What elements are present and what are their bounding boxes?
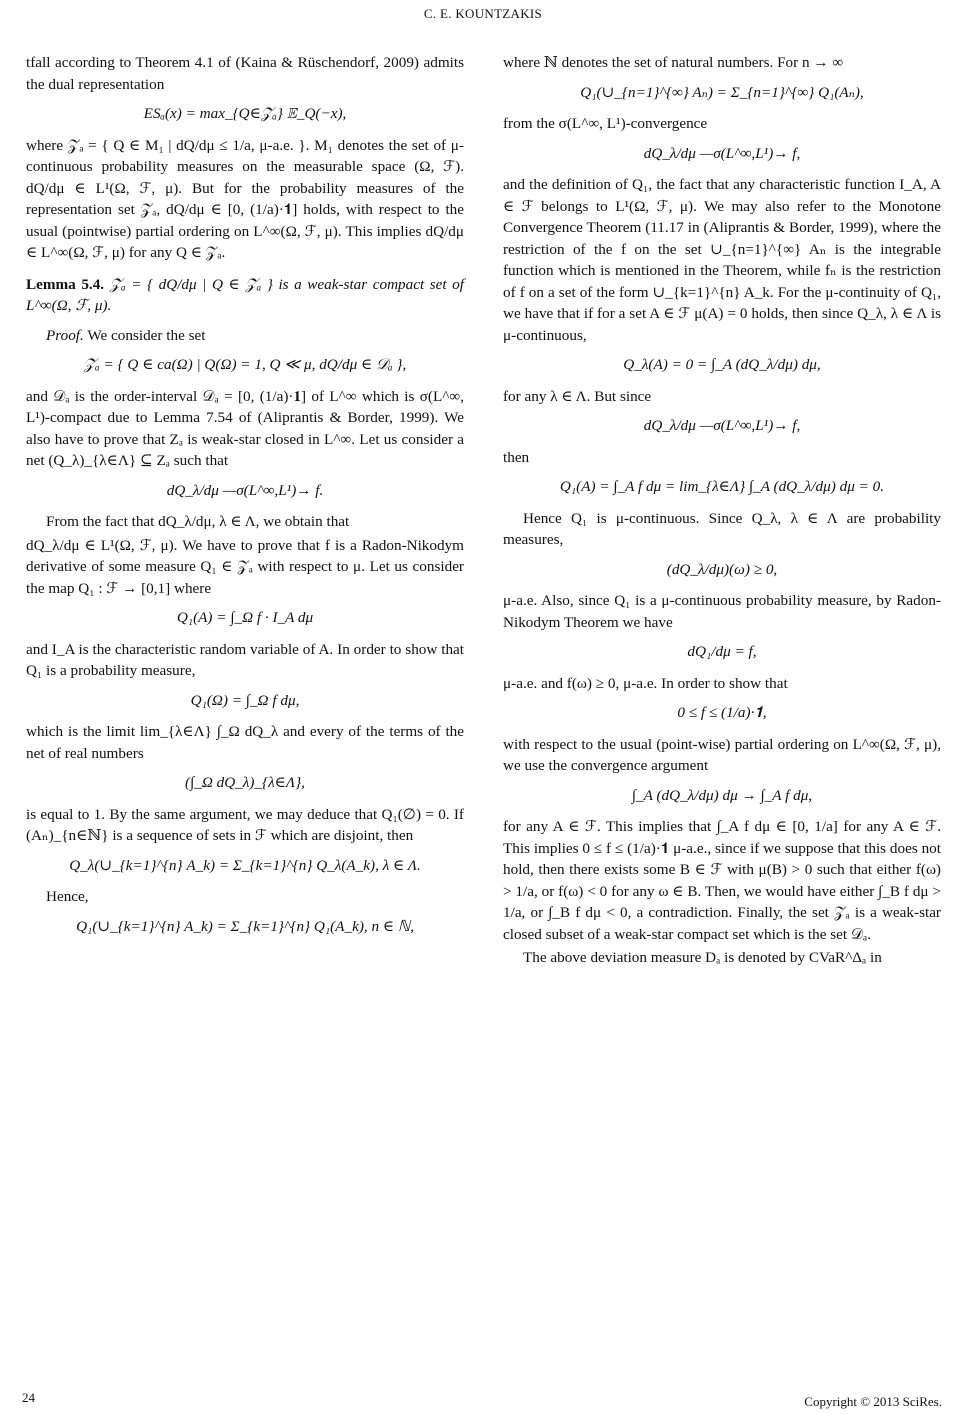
equation: Q_λ(∪_{k=1}^{n} A_k) = Σ_{k=1}^{n} Q_λ(A_k), λ ∈ Λ. [69, 856, 421, 874]
equation: Q₁(A) = ∫_Ω f · I_A dμ [176, 609, 314, 626]
equation: Q₁(∪_{n=1}^{∞} Aₙ) = Σ_{n=1}^{∞} Q₁(Aₙ), [580, 83, 864, 101]
equation: (∫_Ω dQ_λ)_{λ∈Λ}, [185, 774, 305, 791]
equation: dQ_λ/dμ —σ(L^∞,L¹)→ f, [643, 144, 801, 162]
proof-start [26, 325, 464, 347]
paragraph: dQ_λ/dμ ∈ L¹(Ω, ℱ, μ). We have to prove that f is a Radon-Nikodym derivative of some measure Q₁ ∈ 𝒵ₐ with respect to μ. Let us consider the map Q₁ : ℱ → [0,1] where [26, 536, 464, 597]
paragraph: then [503, 448, 530, 466]
paragraph: From the fact that dQ_λ/dμ, λ ∈ Λ, we obtain that [46, 513, 350, 530]
paragraph: and 𝒟ₐ is the order-interval 𝒟ₐ = [0, (1/a)·𝟏] of L^∞ which is σ(L^∞, L¹)-compact due to Lemma 7.54 of (Aliprantis & Border, 1999). We also have to prove that Zₐ is weak-star closed in L^∞. Let us consider a net (Q_λ)_{λ∈Λ} ⊆ Zₐ such that [26, 387, 464, 469]
paragraph: and I_A is the characteristic random variable of A. In order to show that Q₁ is a probability measure, [26, 640, 464, 679]
proof-label: Proof. [46, 326, 84, 344]
copyright-notice: Copyright © 2013 SciRes. [804, 1394, 942, 1409]
equation: (dQ_λ/dμ)(ω) ≥ 0, [666, 560, 778, 578]
left-column [26, 52, 464, 947]
equation: Q₁(A) = ∫_A f dμ = lim_{λ∈Λ} ∫_A (dQ_λ/dμ) dμ = 0. [559, 478, 885, 495]
equation: dQ₁/dμ = f, [687, 643, 757, 660]
paragraph: where 𝒵ₐ = { Q ∈ M₁ | dQ/dμ ≤ 1/a, μ-a.e. }. M₁ denotes the set of μ-continuous probability measures on the measurable space (Ω, ℱ). dQ/dμ ∈ L¹(Ω, ℱ, μ). But for the probability measures of the representation set 𝒵ₐ, dQ/dμ ∈ [0, (1/a)·𝟏] holds, with respect to the usual (pointwise) partial ordering on L^∞(Ω, ℱ, μ). This implies dQ/dμ ∈ L^∞(Ω, ℱ, μ) for any Q ∈ 𝒵ₐ. [26, 136, 464, 261]
right-column [503, 52, 941, 971]
equation: ESₐ(x) = max_{Q∈𝒵ₐ} 𝔼_Q(−x), [143, 105, 347, 122]
paragraph: which is the limit lim_{λ∈Λ} ∫_Ω dQ_λ and every of the terms of the net of real numbers [26, 723, 464, 762]
paragraph: with respect to the usual (point-wise) partial ordering on L^∞(Ω, ℱ, μ), we use the convergence argument [503, 735, 941, 774]
equation: Q_λ(A) = 0 = ∫_A (dQ_λ/dμ) dμ, [623, 356, 821, 373]
lemma-text: 𝒵ₐ = { dQ/dμ | Q ∈ 𝒵ₐ } is a weak-star compact set of L^∞(Ω, ℱ, μ). [26, 275, 464, 314]
lemma-label: Lemma 5.4. [26, 275, 105, 293]
running-header: C. E. KOUNTZAKIS [423, 6, 543, 21]
paragraph: where ℕ denotes the set of natural numbers. For n → ∞ [503, 54, 844, 71]
equation: 0 ≤ f ≤ (1/a)·𝟏, [677, 704, 767, 721]
equation: 𝒵ₐ = { Q ∈ ca(Ω) | Q(Ω) = 1, Q ≪ μ, dQ/dμ ∈ 𝒟ₐ }, [83, 356, 407, 373]
paragraph: tfall according to Theorem 4.1 of (Kaina & Rüschendorf, 2009) admits the dual representation [26, 54, 464, 93]
paragraph: is equal to 1. By the same argument, we may deduce that Q₁(∅) = 0. If (Aₙ)_{n∈ℕ} is a sequence of sets in ℱ which are disjoint, then [26, 805, 464, 844]
equation: dQ_λ/dμ —σ(L^∞,L¹)→ f. [166, 481, 324, 499]
paragraph: Hence Q₁ is μ-continuous. Since Q_λ, λ ∈ Λ are probability measures, [503, 509, 941, 548]
equation: Q₁(Ω) = ∫_Ω f dμ, [190, 691, 300, 709]
paragraph: and the definition of Q₁, the fact that any characteristic function I_A, A ∈ ℱ belongs to L¹(Ω, ℱ, μ). We may also refer to the Monotone Convergence Theorem (11.17 in (Aliprantis & Border, 1999), where the restriction of the f on the set ∪_{n=1}^{∞} Aₙ is the integrable function which is mentioned in the Theorem, while fₙ is the restriction of f on a set of the form ∪_{k=1}^{n} A_k. For the μ-continuity of Q₁, we have that if for a set A ∈ ℱ μ(A) = 0 holds, then since Q_λ, λ ∈ Λ is μ-continuous, [503, 176, 941, 344]
paragraph: Hence, [46, 888, 89, 905]
lemma-statement [26, 274, 464, 317]
paragraph: for any λ ∈ Λ. But since [503, 387, 652, 405]
proof-text: We consider the set [83, 326, 206, 344]
page-number: 24 [22, 1390, 35, 1405]
paragraph: The above deviation measure Dₐ is denoted by CVaR^Δₐ in [523, 949, 882, 966]
equation: ∫_A (dQ_λ/dμ) dμ → ∫_A f dμ, [631, 786, 813, 804]
paragraph: from the σ(L^∞, L¹)-convergence [503, 115, 708, 132]
equation: dQ_λ/dμ —σ(L^∞,L¹)→ f, [643, 417, 801, 434]
paragraph: for any A ∈ ℱ. This implies that ∫_A f dμ ∈ [0, 1/a] for any A ∈ ℱ. This implies 0 ≤ f ≤ (1/a)·𝟏 μ-a.e., since if we suppose that this does not hold, then there exists some B ∈ ℱ with μ(B) > 0 such that either f(ω) > 1/a, or f(ω) < 0 for any ω ∈ B. Then, we would have either ∫_B f dμ > 1/a, or ∫_B f dμ < 0, a contradiction. Finally, the set 𝒵ₐ is a weak-star closed subset of a weak-star compact set which is the set 𝒟ₐ. [503, 818, 941, 943]
paragraph: μ-a.e. Also, since Q₁ is a μ-continuous probability measure, by Radon-Nikodym Theorem we have [503, 592, 941, 631]
equation: Q₁(∪_{k=1}^{n} A_k) = Σ_{k=1}^{n} Q₁(A_k), n ∈ ℕ, [76, 917, 414, 935]
paragraph: μ-a.e. and f(ω) ≥ 0, μ-a.e. In order to show that [503, 674, 788, 692]
